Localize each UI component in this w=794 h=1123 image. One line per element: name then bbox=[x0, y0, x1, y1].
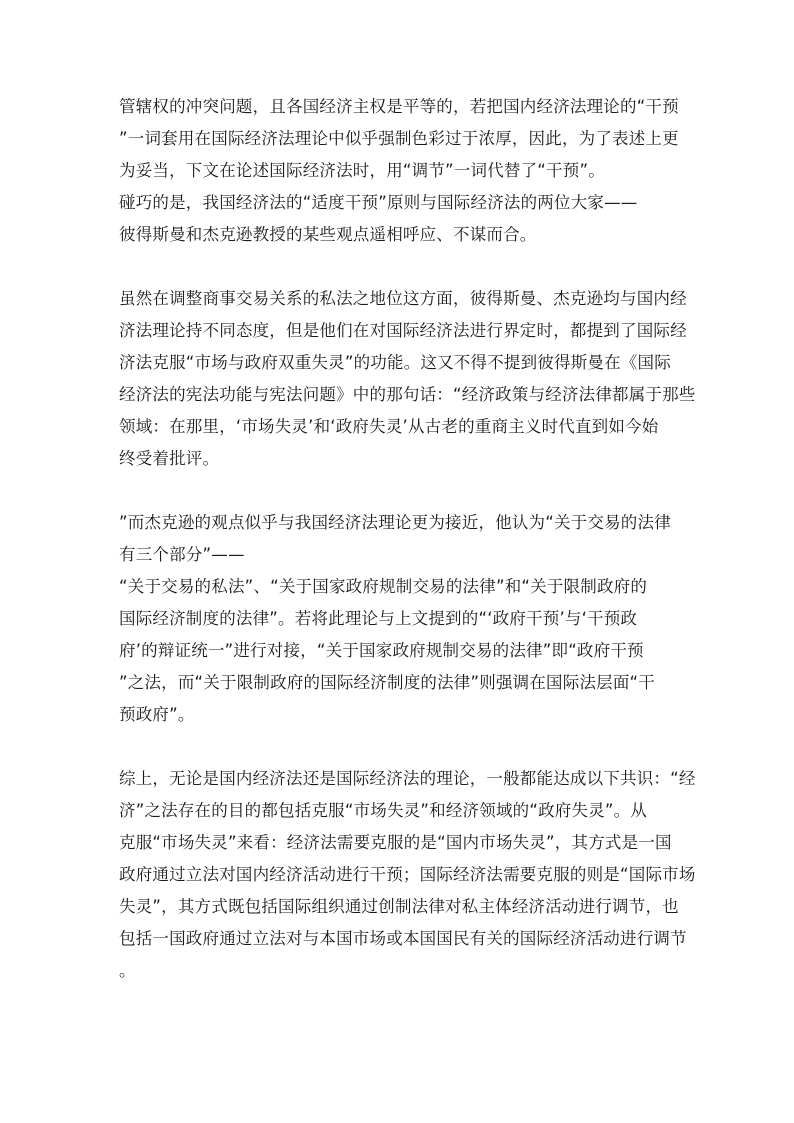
text-line: 综上，无论是国内经济法还是国际经济法的理论，一般都能达成以下共识：“经 bbox=[119, 769, 696, 788]
text-line: 失灵”，其方式既包括国际组织通过创制法律对私主体经济活动进行调节，也 bbox=[119, 897, 679, 916]
text-line: 为妥当，下文在论述国际经济法时，用“调节”一词代替了“干预”。 bbox=[119, 161, 605, 180]
text-line: “关于交易的私法”、“关于国家政府规制交易的法律”和“关于限制政府的 bbox=[119, 577, 648, 596]
text-line: 国际经济制度的法律”。若将此理论与上文提到的“‘政府干预’与‘干预政 bbox=[119, 609, 638, 628]
text-line: 碰巧的是，我国经济法的“适度干预”原则与国际经济法的两位大家—— bbox=[119, 193, 638, 212]
text-line: 领域：在那里，‘市场失灵’和‘政府失灵’从古老的重商主义时代直到如今始 bbox=[119, 417, 659, 436]
text-line: 终受着批评。 bbox=[119, 449, 220, 468]
text-line: ”之法，而“关于限制政府的国际经济制度的法律”则强调在国际法层面“干 bbox=[119, 673, 655, 692]
text-line: 虽然在调整商事交易关系的私法之地位这方面，彼得斯曼、杰克逊均与国内经 bbox=[119, 289, 687, 308]
text-line: 济法理论持不同态度，但是他们在对国际经济法进行界定时，都提到了国际经 bbox=[119, 321, 687, 340]
text-line: 包括一国政府通过立法对与本国市场或本国国民有关的国际经济活动进行调节 bbox=[119, 929, 687, 948]
text-line: 府’的辩证统一”进行对接，“关于国家政府规制交易的法律”即“政府干预 bbox=[119, 641, 644, 660]
text-line: 彼得斯曼和杰克逊教授的某些观点遥相呼应、不谋而合。 bbox=[119, 225, 537, 244]
text-line: 济法克服“市场与政府双重失灵”的功能。这又不得不提到彼得斯曼在《国际 bbox=[119, 353, 671, 372]
text-line: 克服“市场失灵”来看：经济法需要克服的是“国内市场失灵”，其方式是一国 bbox=[119, 833, 672, 852]
text-line: 。 bbox=[119, 961, 136, 980]
text-line: 政府通过立法对国内经济活动进行干预；国际经济法需要克服的则是“国际市场 bbox=[119, 865, 696, 884]
text-line: ”而杰克逊的观点似乎与我国经济法理论更为接近，他认为“关于交易的法律 bbox=[119, 513, 671, 532]
text-line: 预政府”。 bbox=[119, 705, 195, 724]
text-line: 济”之法存在的目的都包括克服“市场失灵”和经济领域的“政府失灵”。从 bbox=[119, 801, 648, 820]
text-line: 经济法的宪法功能与宪法问题》中的那句话：“经济政策与经济法律都属于那些 bbox=[119, 385, 696, 404]
text-line: ”一词套用在国际经济法理论中似乎强制色彩过于浓厚，因此，为了表述上更 bbox=[119, 129, 679, 148]
text-line: 有三个部分”—— bbox=[119, 545, 245, 564]
text-line: 管辖权的冲突问题，且各国经济主权是平等的，若把国内经济法理论的“干预 bbox=[119, 97, 679, 116]
